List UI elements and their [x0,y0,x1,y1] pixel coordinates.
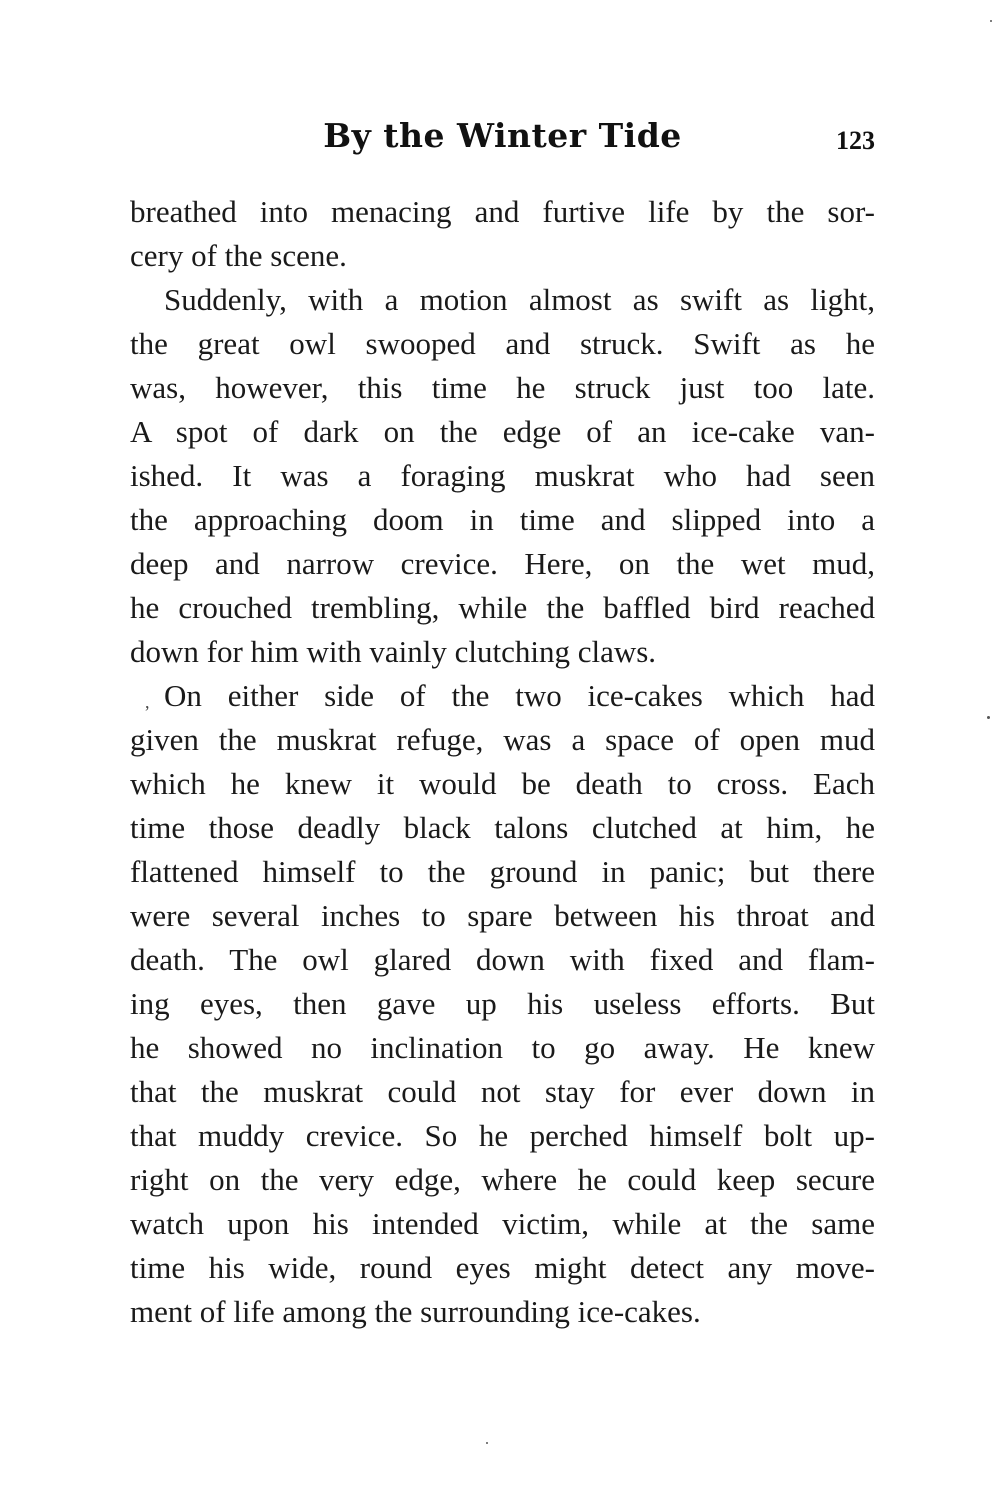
text-line: breathed into menacing and furtive life by the sor- [130,194,875,229]
text-line: A spot of dark on the edge of an ice-cake van- [130,414,875,449]
text-line: he crouched trembling, while the baffled bird reached [130,590,875,625]
text-line: Suddenly, with a motion almost as swift as light, [164,282,875,317]
text-line: watch upon his intended victim, while at the same [130,1206,875,1241]
text-line: flattened himself to the ground in panic; but there [130,854,875,889]
text-line: down for him with vainly clutching claws. [130,634,657,669]
text-line: which he knew it would be death to cross. Each [130,766,875,801]
page-number: 123 [836,126,875,155]
text-line: time his wide, round eyes might detect any move- [130,1250,875,1285]
text-line: ment of life among the surrounding ice-cakes. [130,1294,701,1329]
text-line: he showed no inclination to go away. He knew [130,1030,875,1065]
text-line: deep and narrow crevice. Here, on the wet mud, [130,546,875,581]
text-line: was, however, this time he struck just too late. [130,370,875,405]
text-line: cery of the scene. [130,238,347,273]
text-line: time those deadly black talons clutched at him, he [130,810,875,845]
text-line: ing eyes, then gave up his useless efforts. But [130,986,875,1021]
text-line: right on the very edge, where he could keep secure [130,1162,875,1197]
text-line: that muddy crevice. So he perched himself bolt up- [130,1118,875,1153]
stray-comma-mark: , [145,692,150,712]
scan-speck [987,716,990,719]
text-line: given the muskrat refuge, was a space of open mud [130,722,875,757]
text-line: were several inches to spare between his throat and [130,898,875,933]
running-header [130,116,875,166]
scan-speck [486,1442,488,1444]
text-line: that the muskrat could not stay for ever down in [130,1074,875,1109]
text-line: ished. It was a foraging muskrat who had seen [130,458,875,493]
scan-speck [990,20,992,22]
text-line: On either side of the two ice-cakes which had [164,678,875,713]
text-line: the great owl swooped and struck. Swift as he [130,326,875,361]
text-line: the approaching doom in time and slipped into a [130,502,875,537]
body-text [130,190,875,1334]
text-line: death. The owl glared down with fixed and flam- [130,942,875,977]
running-title: By the Winter Tide [323,116,682,155]
